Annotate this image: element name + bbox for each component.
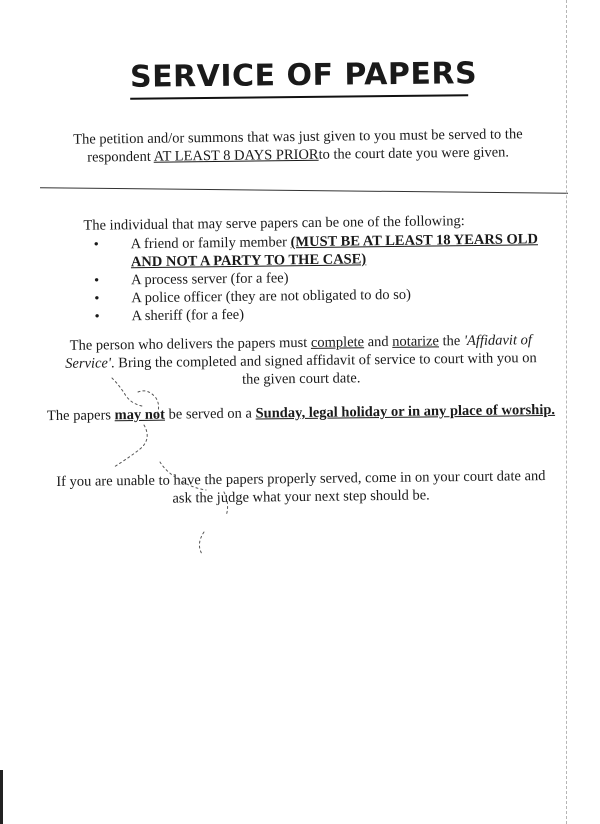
- complete-emphasis: complete: [310, 334, 365, 351]
- server-item-text: A process server (for a fee): [131, 270, 289, 289]
- bullet-icon: •: [94, 290, 100, 307]
- bullet-icon: •: [94, 272, 100, 289]
- restriction-text: The papers: [46, 407, 115, 425]
- servers-heading: The individual that may serve papers can be one of the following:: [83, 213, 465, 234]
- intro-text-before: The petition and/or summons that was just given to you must be served to the respondent: [73, 126, 523, 166]
- affidavit-text: and: [363, 333, 393, 351]
- page-title: SERVICE OF PAPERS: [130, 56, 468, 100]
- bullet-icon: •: [93, 236, 99, 253]
- may-not-emphasis: may not: [114, 406, 166, 424]
- notarize-emphasis: notarize: [392, 333, 440, 350]
- intro-deadline-emphasis: AT LEAST 8 DAYS PRIOR: [153, 146, 319, 165]
- server-item-text: A police officer (they are not obligated to do so): [131, 286, 412, 307]
- affidavit-text: the: [438, 333, 461, 350]
- affidavit-text: . Bring the completed and signed affidavit of service to court with you on the given court date.: [110, 350, 537, 388]
- restricted-days-emphasis: Sunday, legal holiday or in any place of worship.: [255, 401, 556, 422]
- restriction-text: be served on a: [164, 405, 256, 423]
- intro-text-after: to the court date you were given.: [318, 144, 510, 163]
- server-item-text: A sheriff (for a fee): [131, 306, 245, 325]
- affidavit-text: The person who delivers the papers must: [69, 334, 312, 354]
- bullet-icon: •: [94, 308, 100, 325]
- unable-paragraph: If you are unable to have the papers properly served, come in on your court date and ask the judge what your next step should be.: [56, 468, 546, 507]
- server-item-requirement: (MUST BE AT LEAST 18 YEARS OLD AND NOT A PARTY TO THE CASE): [130, 231, 539, 271]
- server-item-text: A friend or family member: [130, 234, 291, 253]
- affidavit-document-name: 'Affidavit of Service': [65, 332, 532, 372]
